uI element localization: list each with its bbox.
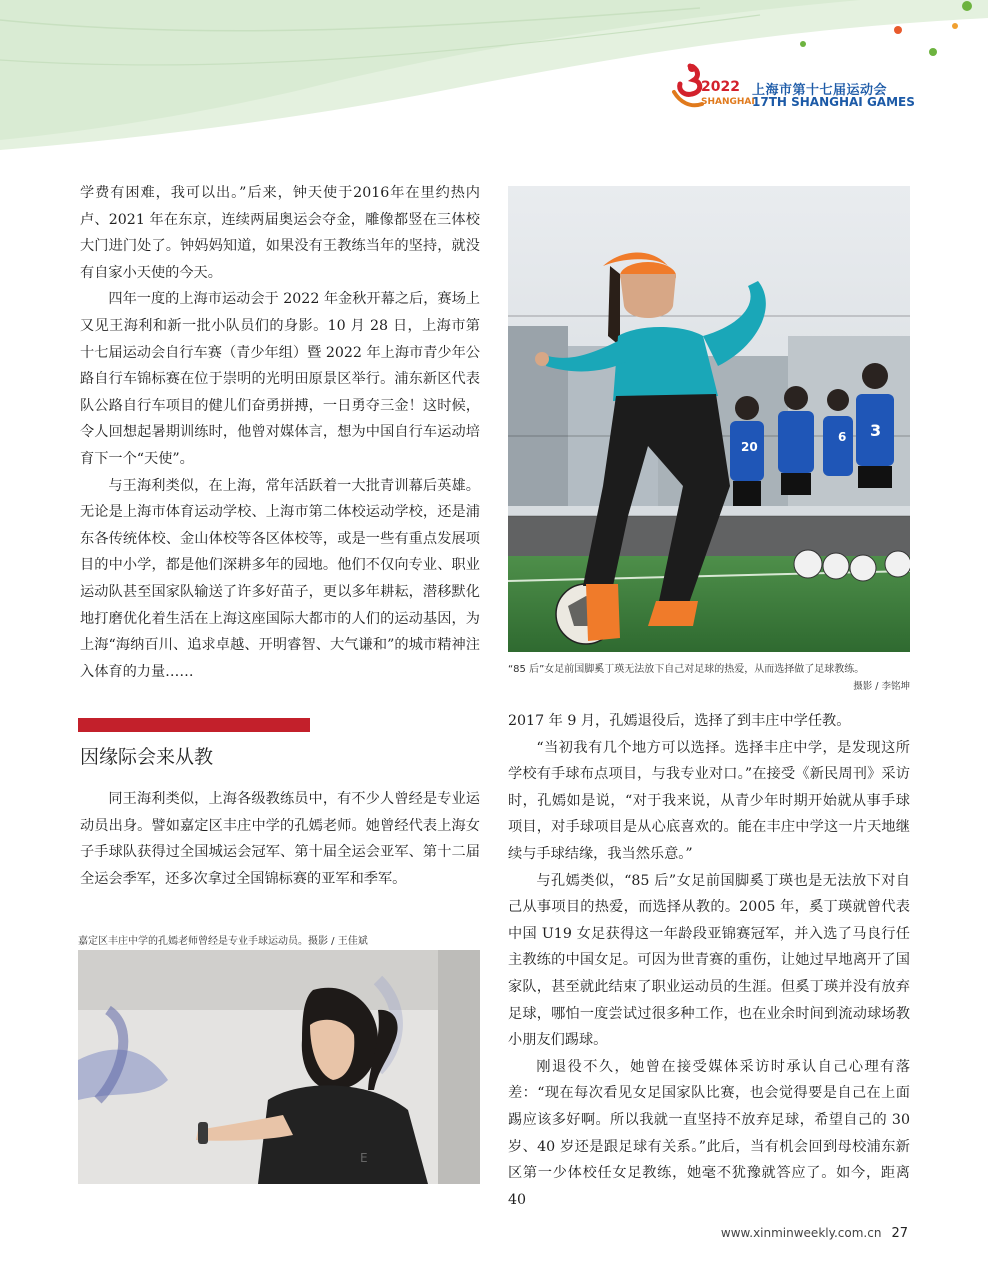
soccer-coach-photo <box>508 186 910 652</box>
page-footer <box>721 1226 908 1241</box>
handball-teacher-photo <box>78 950 480 1184</box>
jersey-number: 20 <box>741 440 758 454</box>
paragraph: 刚退役不久，她曾在接受媒体采访时承认自己心理有落差：“现在每次看见女足国家队比赛，也会觉得要是自己在上面踢应该多好啊。所以我就一直坚持不放弃足球，希望自己的 30 岁、40 岁还是跟足球有关系。”此后，当有机会回到母校浦东新区第一少体校任女足教练，她毫不犹豫就答应了。如今，距离 40 <box>508 1058 910 1208</box>
page-number: 27 <box>891 1226 908 1241</box>
section-title: 因缘际会来从教 <box>80 746 214 768</box>
paragraph: 学费有困难，我可以出。”后来，钟天使于2016年在里约热内卢、2021 年在东京，连续两届奥运会夺金，雕像都竖在三体校大门进门处了。钟妈妈知道，如果没有王教练当年的坚持，就没有自家小天使的今天。 <box>80 185 480 281</box>
left-column-text <box>80 180 480 685</box>
photo-credit: 摄影 / 李铭坤 <box>853 681 910 692</box>
logo-city: SHANGHAI <box>701 97 755 107</box>
jersey-number: 3 <box>870 421 882 440</box>
logo-title-en: 17TH SHANGHAI GAMES <box>752 95 915 109</box>
paragraph: 同王海利类似，上海各级教练员中，有不少人曾经是专业运动员出身。譬如嘉定区丰庄中学的孔嫣老师。她曾经代表上海女子手球队获得过全国城运会冠军、第十届全运会亚军、第十二届全运会季军，还多次拿过全国锦标赛的亚军和季军。 <box>80 791 480 887</box>
logo-title-cn: 上海市第十七届运动会 <box>752 83 888 98</box>
paragraph: 与王海利类似，在上海，常年活跃着一大批青训幕后英雄。无论是上海市体育运动学校、上海市第二体校运动学校，还是浦东各传统体校、金山体校等各区体校等，或是一些有重点发展项目的中小学，都是他们深耕多年的园地。他们不仅向专业、职业运动队甚至国家队输送了许多好苗子，更以多年耕耘，潜移默化地打磨优化着生活在上海这座国际大都市的人们的运动基因，为上海“海纳百川、追求卓越、开明睿智、大气谦和”的城市精神注入体育的力量…… <box>80 477 480 680</box>
paragraph: 2017 年 9 月，孔嫣退役后，选择了到丰庄中学任教。 <box>508 713 851 729</box>
section-body-text <box>80 786 480 892</box>
paragraph: 与孔嫣类似，“85 后”女足前国脚奚丁瑛也是无法放下对自己从事项目的热爱，而选择从教的。2005 年，奚丁瑛就曾代表中国 U19 女足获得这一年龄段亚锦赛冠军，并入选了马良行任主教练的中国女足。可因为世青赛的重伤，让她过早地离开了国家队，甚至就此结束了职业运动员的生涯。但奚丁瑛并没有放弃足球，哪怕一度尝试过很多种工作，也在业余时间到流动球场教小朋友们踢球。 <box>508 872 910 1049</box>
right-column-text <box>508 708 910 1213</box>
shanghai-games-logo <box>668 62 918 122</box>
footer-url[interactable]: www.xinminweekly.com.cn <box>720 1226 882 1240</box>
logo-year: 2022 <box>701 79 740 95</box>
jersey-number: 6 <box>838 430 847 444</box>
photo-caption: “85 后”女足前国脚奚丁瑛无法放下自己对足球的热爱，从而选择做了足球教练。 <box>508 664 865 675</box>
photo-caption: 嘉定区丰庄中学的孔嫣老师曾经是专业手球运动员。摄影 / 王佳斌 <box>78 936 368 947</box>
paragraph: “当初我有几个地方可以选择。选择丰庄中学，是发现这所学校有手球布点项目，与我专业对口。”在接受《新民周刊》采访时，孔嫣如是说，“对于我来说，从青少年时期开始就从事手球项目，对手球项目是从心底喜欢的。能在丰庄中学这一片天地继续与手球结缘，我当然乐意。” <box>508 739 910 862</box>
paragraph: 四年一度的上海市运动会于 2022 年金秋开幕之后，赛场上又见王海利和新一批小队员们的身影。10 月 28 日，上海市第十七届运动会自行车赛（青少年组）暨 2022 年上海市青少年公路自行车锦标赛在位于崇明的光明田原景区举行。浦东新区代表队公路自行车项目的健儿们奋勇拼搏，一日勇夺三金！这时候，令人回想起暑期训练时，他曾对媒体言，想为中国自行车运动培育下一个“天使”。 <box>80 291 480 467</box>
svg-text:E: E <box>360 1151 368 1165</box>
section-divider-bar <box>78 718 310 732</box>
